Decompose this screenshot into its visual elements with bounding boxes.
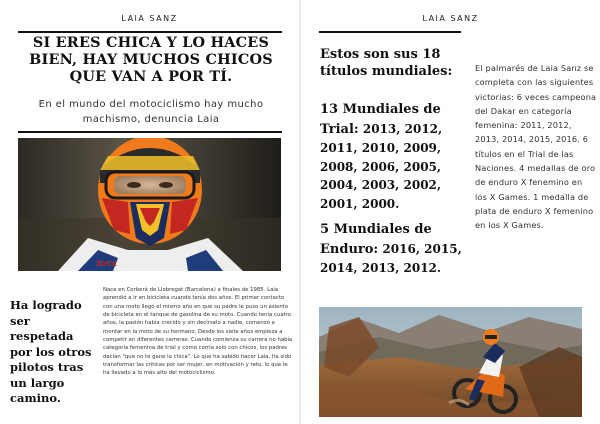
headline-bottom-rule xyxy=(18,131,282,133)
running-head: LAIA SANZ xyxy=(422,14,479,23)
enduro-heading: 5 Mundiales de Enduro: xyxy=(320,222,432,257)
palmares-text: El palmarés de Laia Sanz se completa con las siguientes victorias: 6 veces campeona del Dakar en categoría femenina: 2011, 2012, 2013, 2014, 2015, 2016. 6 títulos en el Trial de las Naciones. 4 medallas de oro de enduro X fenemino en los X Games. 1 medalla de plata de enduro X femenino en los X Games. xyxy=(475,63,597,231)
trial-heading: 13 Mundiales de Trial: xyxy=(320,102,441,137)
article-body: Nace en Corberà de Llobregat (Barcelona) a finales de 1985. Laia aprendió a ir en bicicleta cuando tenía dos años. El primer contacto con una moto llegó el mismo año en que su padre le puso un asiento de bicicleta en el tanque de gasolina de su moto. Cuando tenía cuatro años, la pasión había crecido y sin decírselo a nadie, comenzó a montar en la moto de su hermano. Desde los siete años empieza a competir en diferentes carreras. Cuando comienza su carrera no había categoría femenina de trial y como corría solo con chicos, los padres decían "que no te gane la chica". Lo que ha sabido hacer Laia, ha sido transformar las críticas por ser mujer, en motivación y reto, lo que le ha llevado a lo más alto del motociclismo. xyxy=(103,287,293,377)
svg-text:ZUCC: ZUCC xyxy=(96,260,118,268)
enduro-titles xyxy=(320,220,462,278)
subheadline: En el mundo del motociclismo hay mucho machismo, denuncia Laia xyxy=(38,99,264,125)
pull-quote: Ha logrado ser respetada por los otros pilotos tras un largo camino. xyxy=(10,298,92,405)
running-head: LAIA SANZ xyxy=(121,14,178,23)
trial-titles xyxy=(320,100,462,213)
titles-top-rule xyxy=(319,31,461,33)
headline: SI ERES CHICA Y LO HACES BIEN, HAY MUCHOS CHICOS QUE VAN A POR TÍ. xyxy=(29,34,273,85)
right-page xyxy=(301,0,600,424)
enduro-years: 2016, 2015, 2014, 2013, 2012. xyxy=(320,241,462,275)
titles-intro: Estos son sus 18 títulos mundiales: xyxy=(320,47,453,79)
headline-top-rule xyxy=(18,31,282,33)
trial-years: 2013, 2012, 2011, 2010, 2009, 2008, 2006, 2005, 2004, 2003, 2002, 2001, 2000. xyxy=(320,121,443,211)
rider-on-motorcycle-photo xyxy=(319,307,582,417)
rider-portrait-photo xyxy=(18,138,281,271)
left-page xyxy=(0,0,299,424)
